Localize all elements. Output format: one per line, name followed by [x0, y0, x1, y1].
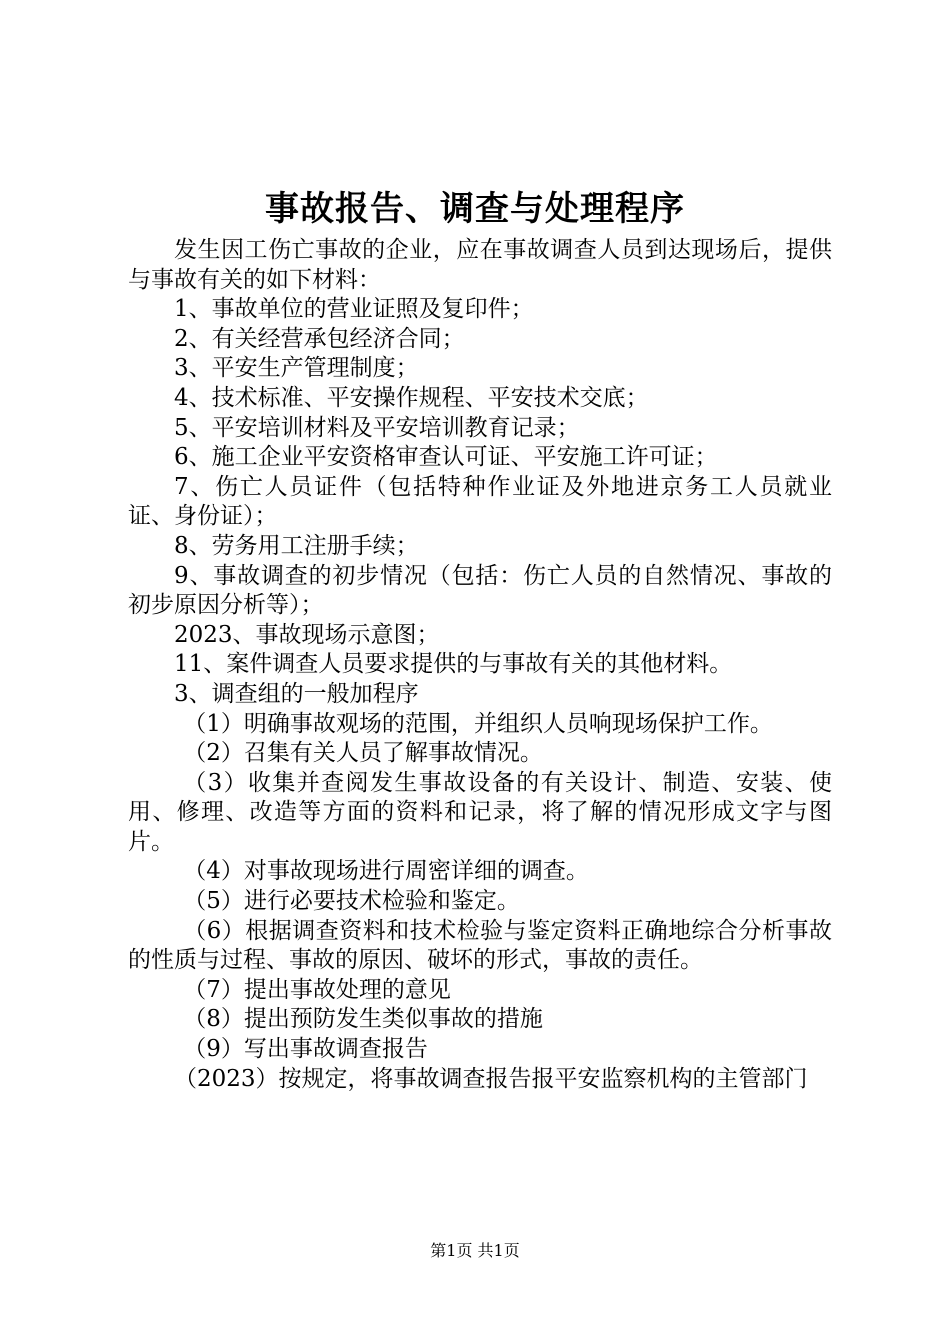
list-item: 7、伤亡人员证件（包括特种作业证及外地进京务工人员就业证、身份证）；: [128, 473, 832, 530]
step-item: （3）收集并查阅发生事故设备的有关设计、制造、安装、使用、修理、改造等方面的资料和记录，将了解的情况形成文字与图片。: [128, 769, 832, 855]
list-item: 4、技术标准、平安操作规程、平安技术交底；: [174, 384, 649, 411]
list-item: 2023、事故现场示意图；: [174, 621, 440, 648]
intro-paragraph: 发生因工伤亡事故的企业，应在事故调查人员到达现场后，提供与事故有关的如下材料：: [128, 237, 832, 293]
list-item: 6、施工企业平安资格审查认可证、平安施工许可证；: [174, 444, 718, 471]
step-item: （1）明确事故观场的范围，并组织人员响现场保护工作。: [183, 710, 773, 737]
list-item: 3、平安生产管理制度；: [174, 355, 419, 382]
list-item: 8、劳务用工注册手续；: [174, 532, 419, 559]
list-item: 1、事故单位的营业证照及复印件；: [174, 296, 534, 323]
step-item: （8）提出预防发生类似事故的措施: [183, 1006, 543, 1033]
step-item: （2）召集有关人员了解事故情况。: [183, 740, 543, 767]
document-body: [128, 236, 832, 1094]
list-item: 2、有关经营承包经济合同；: [174, 325, 465, 352]
step-item: （5）进行必要技术检验和鉴定。: [183, 888, 520, 915]
list-item: 9、事故调查的初步情况（包括：伤亡人员的自然情况、事故的初步原因分析等）；: [128, 562, 832, 619]
list-item: 11、案件调查人员要求提供的与事故有关的其他材料。: [174, 651, 733, 678]
step-item: （4）对事故现场进行周密详细的调查。: [183, 858, 589, 885]
document-title: 事故报告、调查与处理程序: [265, 189, 685, 229]
section-heading: 3、调查组的一般加程序: [174, 680, 419, 707]
step-item: （6）根据调查资料和技术检验与鉴定资料正确地综合分析事故的性质与过程、事故的原因、破坏的形式，事故的责任。: [128, 917, 832, 974]
list-item: 5、平安培训材料及平安培训教育记录；: [174, 414, 580, 441]
step-item: （7）提出事故处理的意见: [183, 976, 451, 1003]
page-footer: 第1页 共1页: [430, 1241, 520, 1260]
step-item: （2023）按规定，将事故调查报告报平安监察机构的主管部门: [174, 1065, 808, 1092]
step-item: （9）写出事故调查报告: [183, 1036, 428, 1063]
